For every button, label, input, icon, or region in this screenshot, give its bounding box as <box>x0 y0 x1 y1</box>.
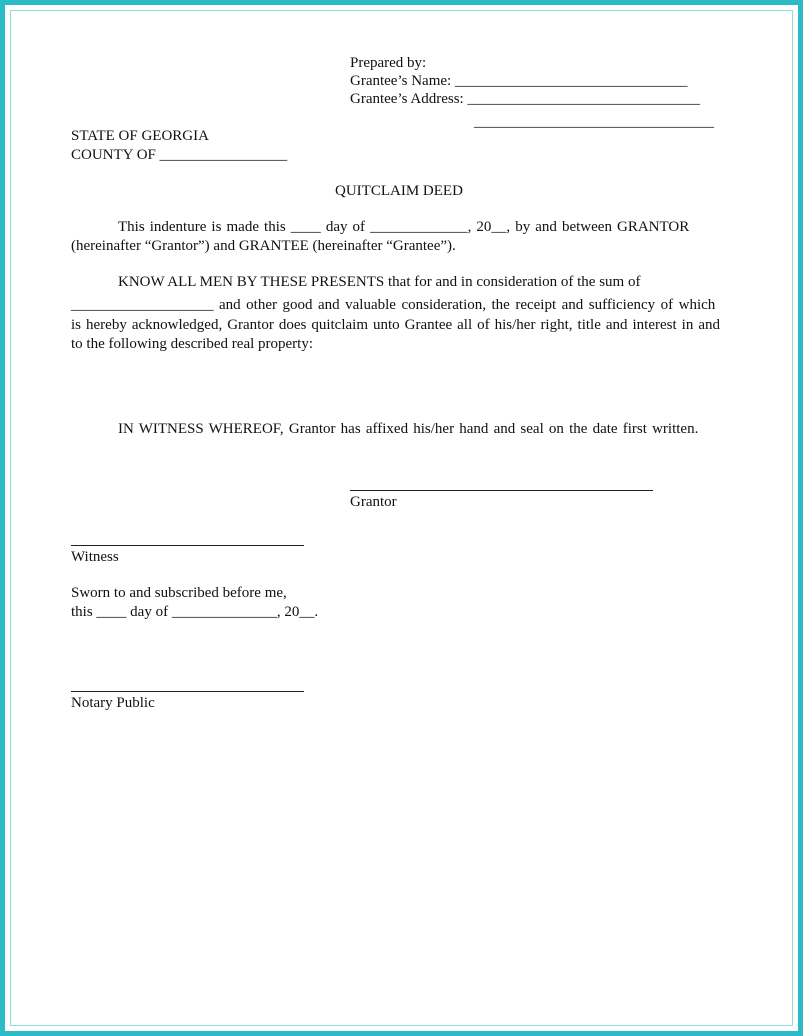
witness-label: Witness <box>71 549 119 565</box>
witness-signature-line <box>71 545 304 546</box>
grantee-address-field: Grantee’s Address: _______________________________ <box>350 91 700 107</box>
consideration-line-2: ___________________ and other good and valuable consideration, the receipt and sufficiency of which <box>71 297 716 313</box>
indenture-line-1: This indenture is made this ____ day of _____________, 20__, by and between GRANTOR <box>118 219 690 235</box>
document-title: QUITCLAIM DEED <box>335 183 463 199</box>
consideration-line-3: is hereby acknowledged, Grantor does quitclaim unto Grantee all of his/her right, title and interest in and <box>71 317 720 333</box>
consideration-line-4: to the following described real property: <box>71 336 314 352</box>
prepared-by-heading: Prepared by: <box>350 55 427 71</box>
grantee-name-field: Grantee’s Name: _______________________________ <box>350 73 688 89</box>
indenture-line-2: (hereinafter “Grantor”) and GRANTEE (hereinafter “Grantee”). <box>71 238 456 254</box>
grantor-label: Grantor <box>350 494 397 510</box>
sworn-line-1: Sworn to and subscribed before me, <box>71 585 287 601</box>
sworn-line-2: this ____ day of ______________, 20__. <box>71 604 319 620</box>
consideration-line-1: KNOW ALL MEN BY THESE PRESENTS that for and in consideration of the sum of <box>118 274 641 290</box>
state-label: STATE OF GEORGIA <box>71 128 209 144</box>
notary-signature-line <box>71 691 304 692</box>
witness-clause: IN WITNESS WHEREOF, Grantor has affixed his/her hand and seal on the date first written. <box>118 421 699 437</box>
grantor-signature-line <box>350 490 653 491</box>
notary-label: Notary Public <box>71 695 155 711</box>
grantee-address-line2: ________________________________ <box>474 114 714 130</box>
county-field: COUNTY OF _________________ <box>71 147 288 163</box>
